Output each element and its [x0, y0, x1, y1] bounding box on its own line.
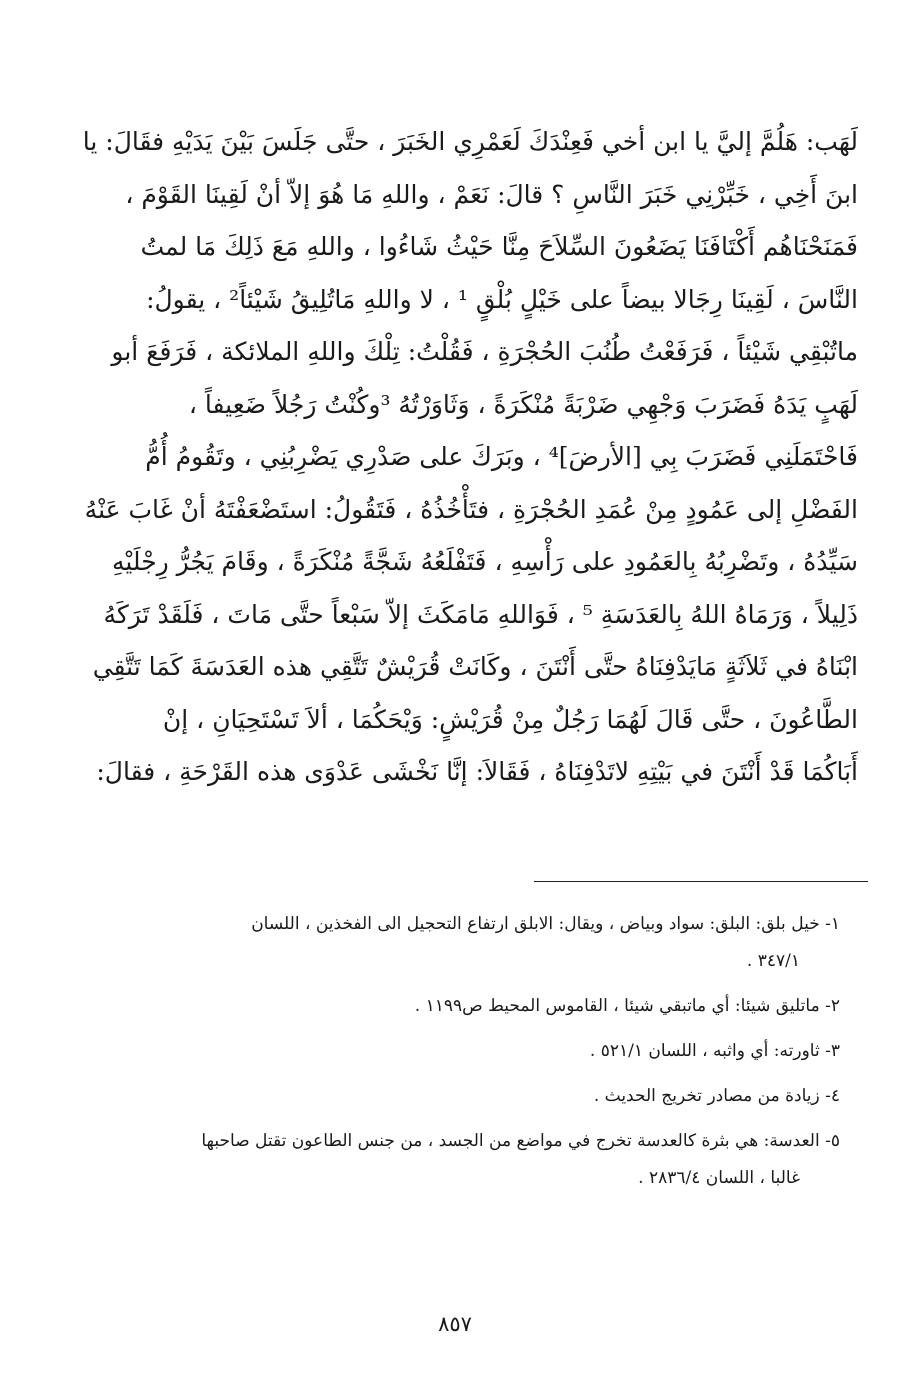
footnote-4: [60, 1078, 840, 1115]
body-line: لَهَبٍ يَدَهُ فَضَرَبَ وَجْهِي ضَرْبَةً مُنْكَرَةً ، وَثَاوَرْتُهُ ³وكُنْتُ رَجُلاً ضَعِيفاً ،: [188, 389, 858, 419]
body-line: ابنَ أَخِي ، خَبِّرْنِي خَبَرَ النَّاسِ ؟ قالَ: نَعَمْ ، واللهِ مَا هُوَ إلاّ أنْ لَقِينَا القَوْمَ ،: [125, 179, 858, 209]
body-line: أَبَاكُمَا قَدْ أَنْتَنَ في بَيْتِهِ لاتَدْفِنَاهُ ، فَقَالاَ: إنَّا نَخْشَى عَدْوَى هذه القَرْحَةِ ، فقالَ:: [96, 757, 858, 786]
body-line: النَّاسَ ، لَقِينَا رِجَالا بيضاً على خَيْلٍ بُلْقٍ ¹ ، لا واللهِ مَاتُلِيقُ شَيْئاً² ، يقولُ:: [146, 284, 858, 314]
main-body-text: [48, 116, 858, 799]
page-number: ٨٥٧: [438, 1312, 472, 1336]
body-line: سَيِّدُهُ ، وتَضْرِبُهُ بِالعَمُودِ على رَأْسِهِ ، فَتَفْلَعُهُ شَجَّةً مُنْكَرَةً ، وقَامَ يَجُرُّ رِجْلَيْهِ: [111, 547, 858, 576]
footnote-5: [60, 1123, 840, 1197]
footnote-line: ٤- زيادة من مصادر تخريج الحديث .: [593, 1086, 840, 1106]
footnote-line: ٥- العدسة: هي بثرة كالعدسة تخرج في مواضع من الجسد ، من جنس الطاعون تقتل صاحبها: [201, 1131, 840, 1151]
body-line: الطَّاعُونَ ، حتَّى قَالَ لَهُمَا رَجُلٌ مِنْ قُرَيْشٍ: وَيْحَكُمَا ، ألاَ تَسْتَحِيَانِ ، إنْ: [162, 704, 858, 734]
footnotes-list: [60, 906, 840, 1205]
body-line: فَمَنَحْنَاهُم أَكْتَافَنَا يَضَعُونَ السِّلاَحَ مِنَّا حَيْثُ شَاءُوا ، واللهِ مَعَ ذَلِكَ مَا لمتُ: [140, 232, 858, 261]
footnote-line: ٣- ثاورته: أي واثبه ، اللسان ٥٢١/١ .: [589, 1041, 840, 1061]
body-line: ذَلِيلاً ، وَرَمَاهُ اللهُ بِالعَدَسَةِ ⁵ ، فَوَاللهِ مَامَكَثَ إلاّ سَبْعاً حتَّى مَاتَ ، فَلَقَدْ تَرَكَهُ: [103, 599, 858, 629]
body-line: ابْنَاهُ في ثَلاَثَةٍ مَايَدْفِنَاهُ حتَّى أَنْتَنَ ، وكَانَتْ قُرَيْشٌ تَتَّقِي هذه العَدَسَةَ كَمَا تَتَّقِي: [92, 652, 858, 681]
footnote-divider: [534, 881, 868, 882]
footnote-1: [60, 906, 840, 980]
body-line: ماتُبْقِي شَيْئاً ، فَرَفَعْتُ طُنُبَ الحُجْرَةِ ، فَقُلْتُ: تِلْكَ واللهِ الملائكة ، فَرَفَعَ أبو: [111, 337, 858, 366]
footnote-line: ١- خيل بلق: البلق: سواد وبياض ، ويقال: الابلق ارتفاع التحجيل الى الفخذين ، اللسان: [251, 914, 840, 934]
footnote-line: غالبا ، اللسان ٢٨٣٦/٤ .: [638, 1168, 800, 1188]
footnote-3: [60, 1033, 840, 1070]
body-line: الفَضْلِ إلى عَمُودٍ مِنْ عُمَدِ الحُجْرَةِ ، فتَأْخُذُهُ ، فَتَقُولُ: استَضْعَفْتَهُ أنْ غَابَ عَنْهُ: [84, 494, 858, 524]
footnote-2: [60, 988, 840, 1025]
footnote-line: ٢- ماتليق شيئا: أي ماتبقي شيئا ، القاموس المحيط ص١١٩٩ .: [414, 996, 840, 1016]
body-line: فَاحْتَمَلَنِي فَضَرَبَ بِي [الأرضَ]⁴ ، وبَرَكَ على صَدْرِي يَضْرِبُنِي ، وتَقُومُ أُمُّ: [145, 442, 858, 471]
body-line: لَهَب: هَلُمَّ إليَّ يا ابن أخي فَعِنْدَكَ لَعَمْرِي الخَبَرَ ، حتَّى جَلَسَ بَيْنَ يَدَيْهِ فقَالَ: يا: [82, 127, 858, 156]
footnote-line: ٣٤٧/١ .: [746, 951, 800, 971]
